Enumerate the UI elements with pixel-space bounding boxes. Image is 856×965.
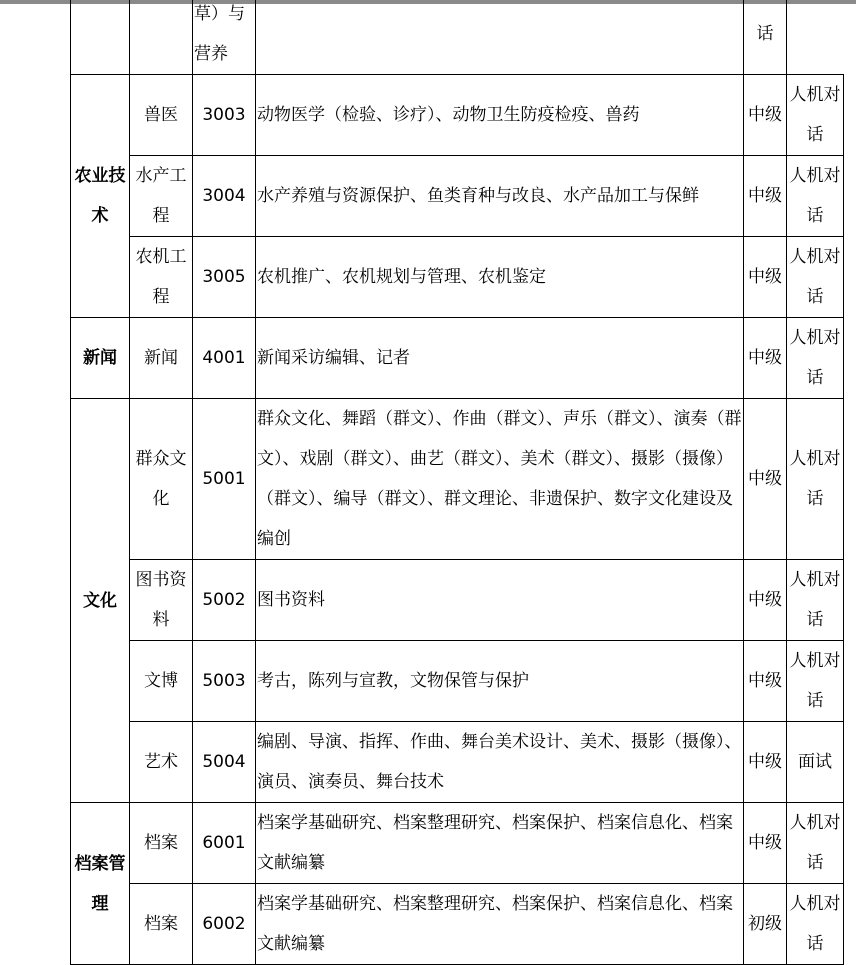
code-cell [130,0,193,75]
table-row [71,884,844,965]
level-cell: 中级 [744,75,787,156]
method-cell: 人机对话 [787,237,844,318]
code-cell: 3005 [193,237,256,318]
method-cell: 人机对话 [787,399,844,560]
specialty-cell: 兽医 [130,75,193,156]
level-cell: 中级 [744,641,787,722]
code-cell: 3004 [193,156,256,237]
code-cell: 6002 [193,884,256,965]
table-row [71,75,844,156]
method-cell: 人机对话 [787,560,844,641]
level-cell: 中级 [744,318,787,399]
content-cell: 考古，陈列与宣教，文物保管与保护 [256,641,744,722]
specialty-cell [71,0,130,75]
specialty-cell: 水产工程 [130,156,193,237]
content-cell: 农机推广、农机规划与管理、农机鉴定 [256,237,744,318]
content-cell: 档案学基础研究、档案整理研究、档案保护、档案信息化、档案文献编纂 [256,803,744,884]
category-cell: 档案管理 [71,803,130,965]
table-row [71,641,844,722]
specialty-cell: 图书资料 [130,560,193,641]
category-cell: 新闻 [71,318,130,399]
code-cell: 5001 [193,399,256,560]
method-cell: 人机对话 [787,75,844,156]
content-cell: 新闻采访编辑、记者 [256,318,744,399]
specialty-cell: 农机工程 [130,237,193,318]
code-cell: 5003 [193,641,256,722]
category-cell: 农业技术 [71,75,130,318]
table-row [71,237,844,318]
level-cell: 中级 [744,560,787,641]
content-cell: 档案学基础研究、档案整理研究、档案保护、档案信息化、档案文献编纂 [256,884,744,965]
method-cell: 人机对话 [787,884,844,965]
specialty-cell: 档案 [130,803,193,884]
table-row-partial [71,0,844,75]
content-cell: 编剧、导演、指挥、作曲、舞台美术设计、美术、摄影（摄像）、演员、演奏员、舞台技术 [256,722,744,803]
table-row [71,156,844,237]
code-cell: 5004 [193,722,256,803]
code-cell: 3003 [193,75,256,156]
method-cell: 话 [744,0,787,75]
specialty-cell: 群众文化 [130,399,193,560]
specialty-cell: 艺术 [130,722,193,803]
content-cell: 动物医学（检验、诊疗）、动物卫生防疫检疫、兽药 [256,75,744,156]
content-cell: 草）与营养 [193,0,256,75]
table-row [71,722,844,803]
method-cell: 人机对话 [787,803,844,884]
content-cell: 群众文化、舞蹈（群文）、作曲（群文）、声乐（群文）、演奏（群文）、戏剧（群文）、曲艺（群文）、美术（群文）、摄影（摄像）（群文）、编导（群文）、群文理论、非遗保护、数字文化建设及编创 [256,399,744,560]
content-cell: 图书资料 [256,560,744,641]
specialty-cell: 档案 [130,884,193,965]
code-cell: 6001 [193,803,256,884]
level-cell: 中级 [744,722,787,803]
level-cell: 中级 [744,237,787,318]
method-cell: 面试 [787,722,844,803]
method-cell: 人机对话 [787,641,844,722]
level-cell: 中级 [744,399,787,560]
level-cell: 中级 [744,803,787,884]
table-row [71,560,844,641]
code-cell: 4001 [193,318,256,399]
content-cell: 水产养殖与资源保护、鱼类育种与改良、水产品加工与保鲜 [256,156,744,237]
category-cell: 文化 [71,399,130,803]
code-cell: 5002 [193,560,256,641]
table-row [71,399,844,560]
exam-specialty-table [70,0,844,965]
table-row [71,803,844,884]
method-cell: 人机对话 [787,318,844,399]
level-cell: 中级 [744,156,787,237]
specialty-cell: 文博 [130,641,193,722]
specialty-cell: 新闻 [130,318,193,399]
level-cell [256,0,744,75]
method-cell: 人机对话 [787,156,844,237]
level-cell: 初级 [744,884,787,965]
table-row [71,318,844,399]
